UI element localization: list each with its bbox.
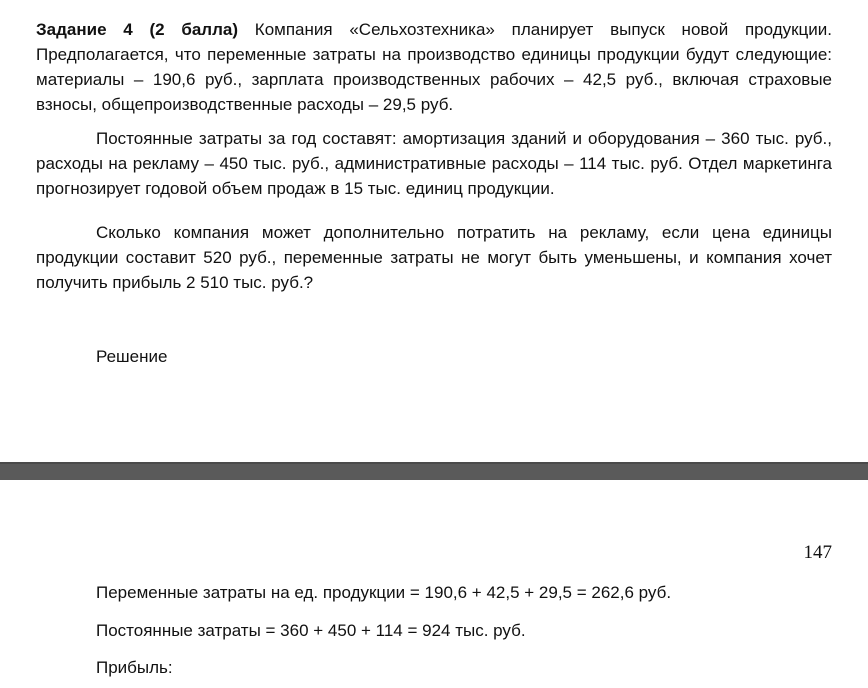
task-paragraph-question: Сколько компания может дополнительно потратить на рекламу, если цена единицы продукции составит 520 руб., переменные затраты не могут быть уменьшены, и компания хочет получить прибыль 2 510 тыс. руб.?: [36, 223, 832, 292]
page-number: 147: [803, 542, 832, 563]
task-heading: Задание 4 (2 балла): [36, 20, 239, 39]
solution-line-fixed-costs: Постоянные затраты = 360 + 450 + 114 = 924 тыс. руб.: [96, 621, 526, 640]
solution-line-profit: Прибыль:: [96, 658, 173, 677]
solution-heading: Решение: [96, 347, 168, 366]
task-intro-text: Компания «Сельхозтехника» планирует выпуск новой продукции. Предполагается, что переменные затраты на производство единицы продукции будут следующие: материалы – 190,6 руб., зарплата производственных рабочих – 42,5 руб., включая страховые взносы, общепроизводственные расходы – 29,5 руб.: [36, 20, 832, 114]
page-break-divider: [0, 462, 868, 480]
task-paragraph-fixed-costs: Постоянные затраты за год составят: амортизация зданий и оборудования – 360 тыс. руб., расходы на рекламу – 450 тыс. руб., административные расходы – 114 тыс. руб. Отдел маркетинга прогнозирует годовой объем продаж в 15 тыс. единиц продукции.: [36, 129, 832, 198]
solution-line-variable-costs: Переменные затраты на ед. продукции = 190,6 + 42,5 + 29,5 = 262,6 руб.: [96, 583, 672, 602]
task-paragraph-intro: [36, 17, 832, 117]
